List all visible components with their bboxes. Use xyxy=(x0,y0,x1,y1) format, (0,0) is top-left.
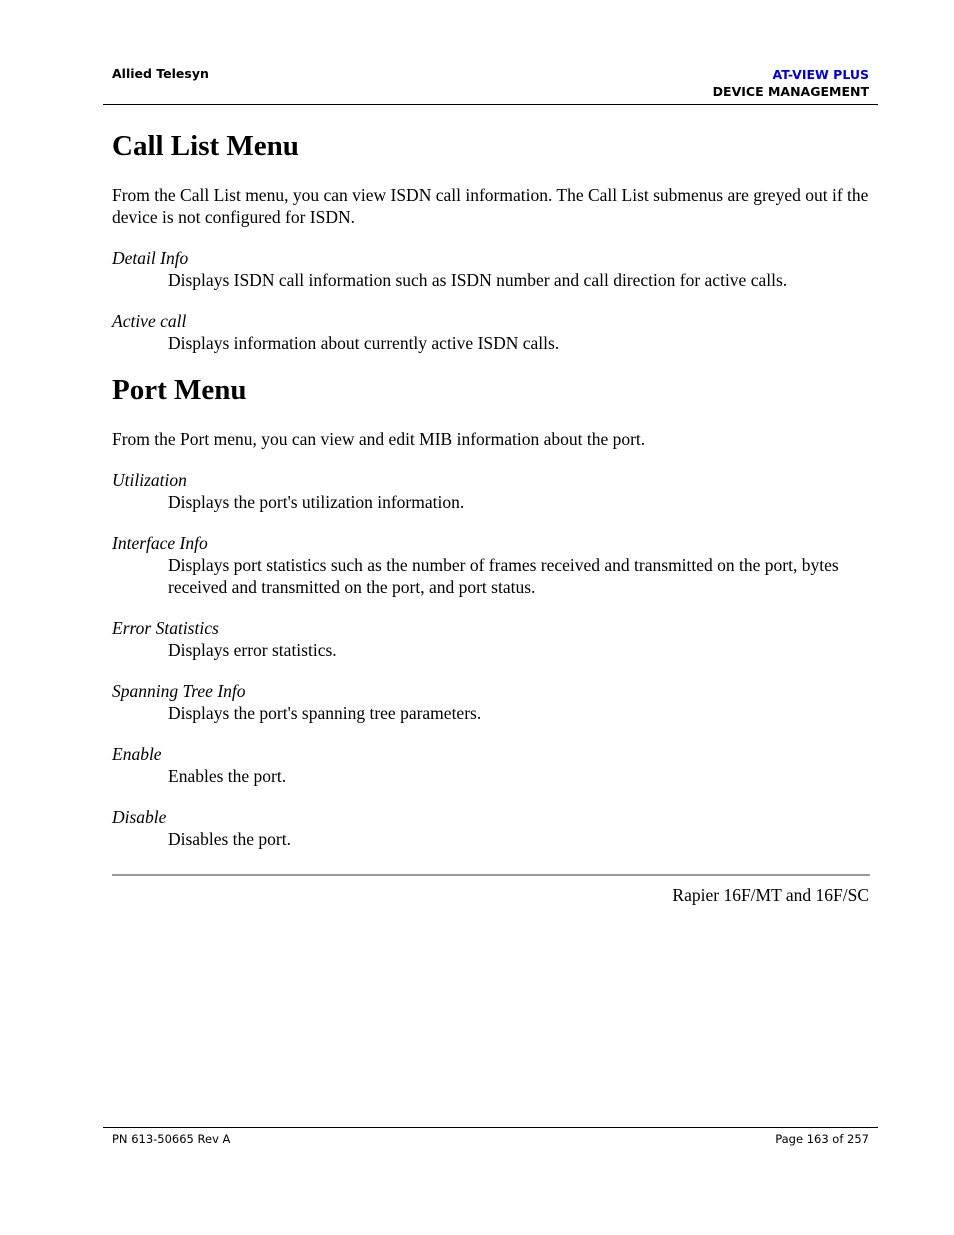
def-disable: Disables the port. xyxy=(168,829,291,849)
term-detail-info: Detail Info xyxy=(112,248,189,268)
footer-divider xyxy=(103,1127,878,1128)
def-interface-info: Displays port statistics such as the number of frames received and transmitted on the port, bytes received and transmitted on the port, and port status. xyxy=(168,555,839,597)
port-menu-intro: From the Port menu, you can view and edit MIB information about the port. xyxy=(112,429,646,449)
footer-part-number: PN 613-50665 Rev A xyxy=(112,1132,231,1146)
term-error-statistics: Error Statistics xyxy=(112,618,219,638)
term-enable: Enable xyxy=(112,744,162,764)
def-enable: Enables the port. xyxy=(168,766,287,786)
header-product: AT-VIEW PLUS xyxy=(772,67,869,82)
def-active-call: Displays information about currently active ISDN calls. xyxy=(168,333,560,353)
term-active-call: Active call xyxy=(112,311,187,331)
def-spanning-tree-info: Displays the port's spanning tree parameters. xyxy=(168,703,482,723)
page-content xyxy=(112,128,870,850)
header-right xyxy=(713,66,869,100)
port-menu-heading: Port Menu xyxy=(112,374,247,406)
footer-page-number: Page 163 of 257 xyxy=(775,1132,869,1146)
header-divider xyxy=(103,104,878,105)
def-utilization: Displays the port's utilization information. xyxy=(168,492,465,512)
content-end-divider xyxy=(112,874,870,876)
call-list-intro: From the Call List menu, you can view ISDN call information. The Call List submenus are greyed out if the device is not configured for ISDN. xyxy=(112,185,869,227)
term-disable: Disable xyxy=(112,807,167,827)
def-detail-info: Displays ISDN call information such as ISDN number and call direction for active calls. xyxy=(168,270,788,290)
model-label: Rapier 16F/MT and 16F/SC xyxy=(672,885,869,905)
term-utilization: Utilization xyxy=(112,470,187,490)
header-section: DEVICE MANAGEMENT xyxy=(712,84,869,99)
header-company: Allied Telesyn xyxy=(112,66,209,81)
def-error-statistics: Displays error statistics. xyxy=(168,640,337,660)
term-interface-info: Interface Info xyxy=(112,533,208,553)
call-list-heading: Call List Menu xyxy=(112,130,299,162)
term-spanning-tree-info: Spanning Tree Info xyxy=(112,681,246,701)
